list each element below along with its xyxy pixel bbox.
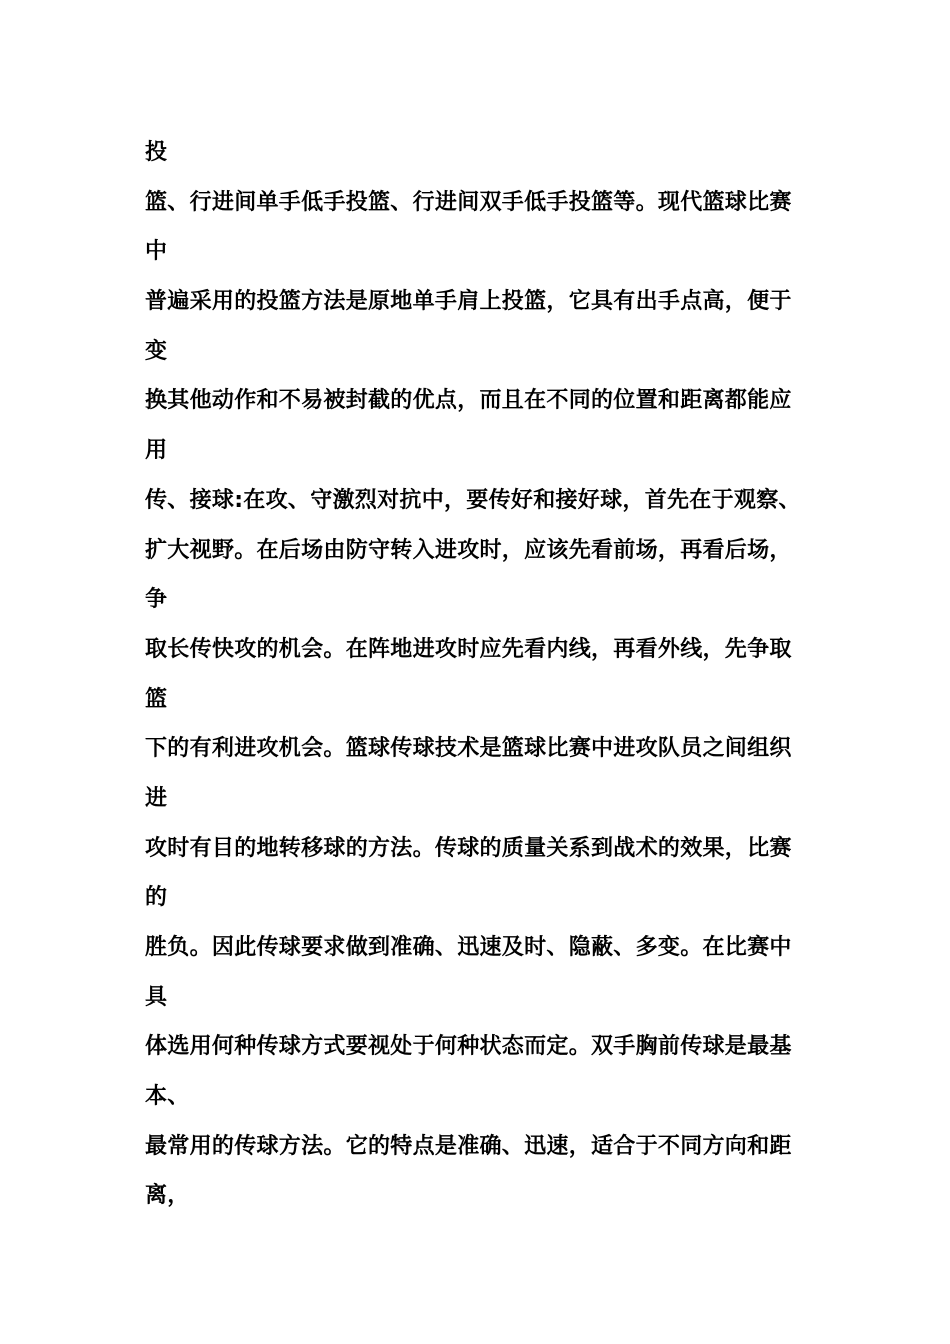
body-text	[145, 128, 825, 1221]
text-line: 离，	[145, 1183, 190, 1209]
text-line: 扩大视野。在后场由防守转入进攻时，应该先看前场，再看后场，	[145, 537, 792, 563]
text-line: 换其他动作和不易被封截的优点，而且在不同的位置和距离都能应	[145, 388, 792, 414]
text-line: 体选用何种传球方式要视处于何种状态而定。双手胸前传球是最基	[145, 1034, 792, 1060]
text-line: 攻时有目的地转移球的方法。传球的质量关系到战术的效果，比赛	[145, 835, 792, 861]
text-line: 取长传快攻的机会。在阵地进攻时应先看内线，再看外线，先争取	[145, 636, 792, 662]
text-line: 篮	[145, 686, 168, 712]
text-line: 争	[145, 587, 168, 613]
text-line: 进	[145, 785, 168, 811]
text-line: 本、	[145, 1084, 190, 1110]
text-line: 篮、行进间单手低手投篮、行进间双手低手投篮等。现代篮球比赛	[145, 189, 792, 215]
text-line: 普遍采用的投篮方法是原地单手肩上投篮，它具有出手点高，便于	[145, 289, 792, 315]
text-line: 的	[145, 885, 168, 911]
text-line: 用	[145, 438, 168, 464]
text-line: 变	[145, 338, 168, 364]
text-line: 最常用的传球方法。它的特点是准确、迅速，适合于不同方向和距	[145, 1133, 792, 1159]
text-line: 传、接球:在攻、守激烈对抗中，要传好和接好球，首先在于观察、	[145, 487, 801, 513]
text-line: 具	[145, 984, 168, 1010]
text-line: 下的有利进攻机会。篮球传球技术是篮球比赛中进攻队员之间组织	[145, 736, 792, 762]
text-line: 投	[145, 140, 168, 165]
text-line: 中	[145, 239, 168, 265]
text-line: 胜负。因此传球要求做到准确、迅速及时、隐蔽、多变。在比赛中	[145, 935, 792, 960]
